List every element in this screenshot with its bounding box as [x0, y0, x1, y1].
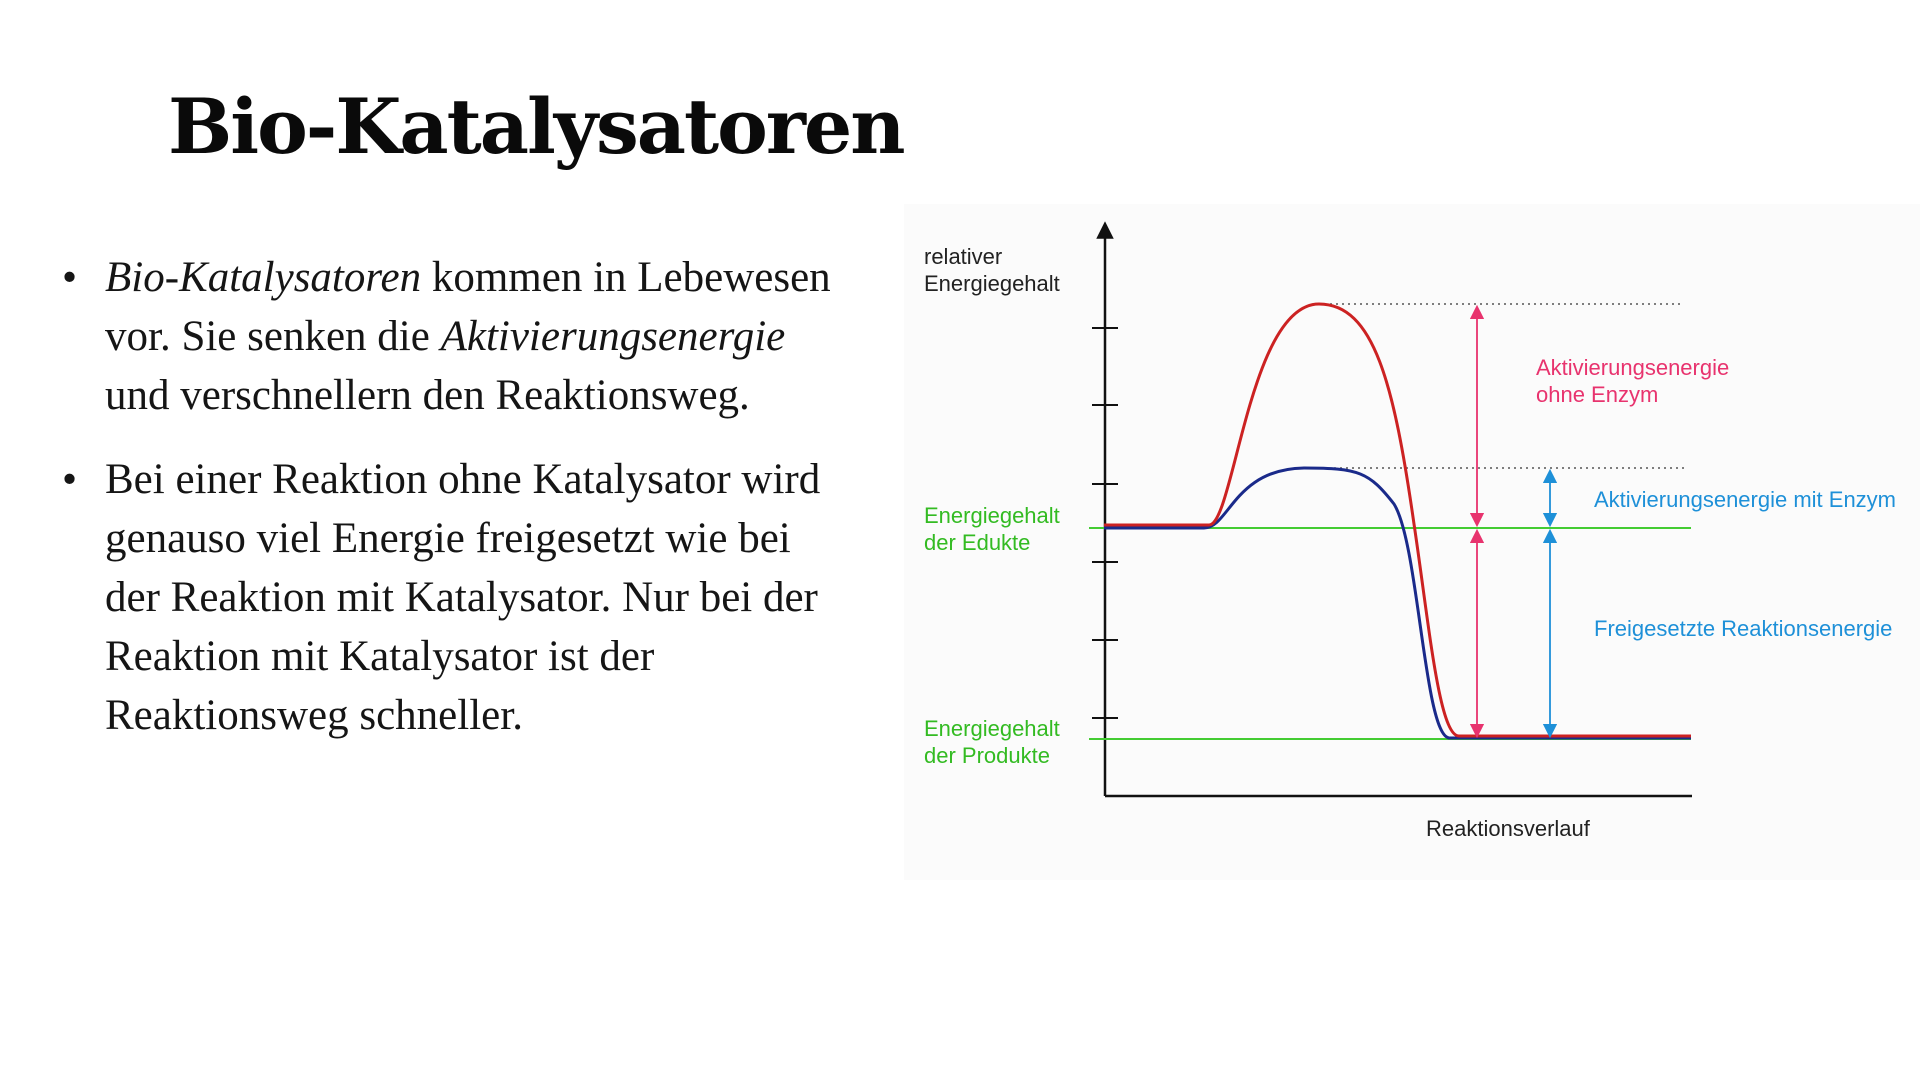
activation-without-enzyme-label	[1536, 355, 1735, 407]
energy-diagram	[904, 204, 1920, 880]
educts-label-line-1: Energiegehalt	[924, 503, 1060, 528]
bullet-list	[58, 248, 848, 770]
y-axis-label-line-2: Energiegehalt	[924, 271, 1060, 296]
bullet-1-text-1: kommen in Lebewesen vor. Sie senken die	[105, 254, 831, 360]
educts-label-line-2: der Edukte	[924, 530, 1031, 555]
bullet-item-1	[58, 248, 848, 425]
educts-label	[924, 503, 1066, 555]
activation-with-enzyme-label: Aktivierungsenergie mit Enzym	[1594, 487, 1897, 512]
slide-title: Bio-Katalysatoren	[168, 82, 904, 171]
activation-without-enzyme-line-1: Aktivierungsenergie	[1536, 355, 1730, 380]
y-axis-label-line-1: relativer	[924, 244, 1003, 269]
bullet-1-text-2: und verschnellern den Reaktionsweg.	[105, 372, 750, 419]
products-label-line-2: der Produkte	[924, 743, 1050, 768]
bullet-item-2: • Bei einer Reaktion ohne Katalysator wird genauso viel Energie freigesetzt wie bei der Reaktion mit Katalysator. Nur bei der Reaktion mit Katalysator ist der Reaktionsweg schneller.	[58, 450, 848, 745]
bullet-1-emphasis-1: Bio-Katalysatoren	[105, 254, 422, 301]
released-energy-label: Freigesetzte Reaktionsenergie	[1594, 616, 1893, 641]
bullet-1-emphasis-2: Aktivierungsenergie	[440, 313, 786, 360]
products-label	[924, 716, 1066, 768]
x-axis-label: Reaktionsverlauf	[1426, 816, 1590, 841]
products-label-line-1: Energiegehalt	[924, 716, 1060, 741]
y-axis-label	[924, 244, 1060, 296]
activation-without-enzyme-line-2: ohne Enzym	[1536, 382, 1659, 407]
energy-diagram-svg	[904, 204, 1920, 880]
